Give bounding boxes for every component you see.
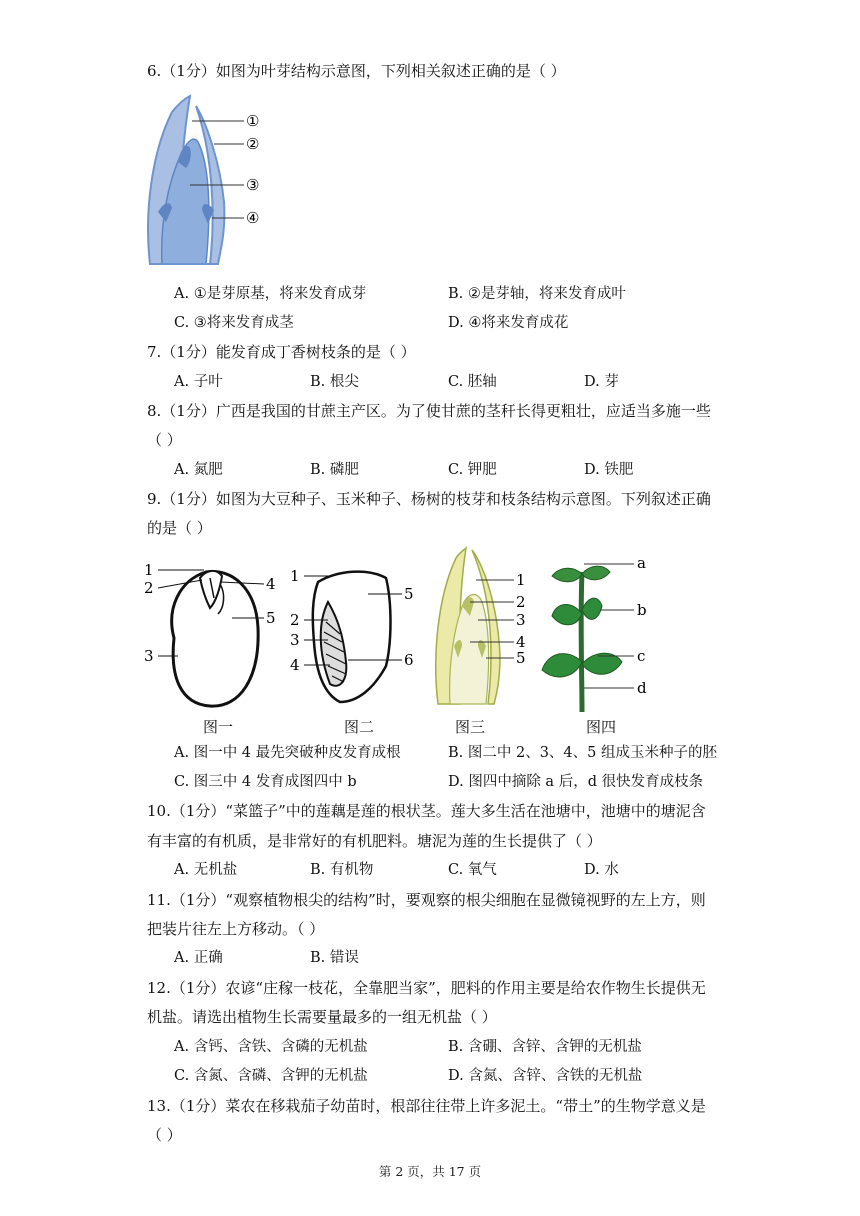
q9-option-a[interactable]: A. 图一中 4 最先突破种皮发育成根 bbox=[174, 745, 401, 761]
q9-fig3-label-4: 4 bbox=[516, 633, 526, 651]
q9-fig4-label-a: a bbox=[637, 554, 646, 572]
q9-fig1-label-4: 4 bbox=[266, 575, 276, 593]
q12-option-d[interactable]: D. 含氮、含锌、含铁的无机盐 bbox=[448, 1068, 643, 1084]
q9-fig2-label-1: 1 bbox=[290, 567, 300, 585]
q8-option-b[interactable]: B. 磷肥 bbox=[310, 462, 359, 478]
q9-option-b[interactable]: B. 图二中 2、3、4、5 组成玉米种子的胚 bbox=[448, 745, 717, 761]
q9-stem-line2: 的是（ ） bbox=[147, 519, 212, 537]
q6-option-d[interactable]: D. ④将来发育成花 bbox=[448, 315, 569, 331]
q6-option-a[interactable]: A. ①是芽原基，将来发育成芽 bbox=[174, 286, 367, 302]
q10-option-d[interactable]: D. 水 bbox=[584, 862, 619, 878]
q11-option-a[interactable]: A. 正确 bbox=[174, 950, 223, 966]
q9-fig3-label-1: 1 bbox=[516, 571, 526, 589]
q11-stem-line1: 11.（1分）“观察植物根尖的结构”时，要观察的根尖细胞在显微镜视野的左上方，则 bbox=[147, 891, 706, 909]
q8-option-d[interactable]: D. 铁肥 bbox=[584, 462, 634, 478]
q9-option-c[interactable]: C. 图三中 4 发育成图四中 b bbox=[174, 774, 357, 790]
q7-stem: 7.（1分）能发育成丁香树枝条的是（ ） bbox=[147, 343, 416, 361]
q12-stem-line1: 12.（1分）农谚“庄稼一枝花，全靠肥当家”，肥料的作用主要是给农作物生长提供无 bbox=[147, 979, 706, 997]
q9-fig4-label-c: c bbox=[637, 647, 646, 665]
q13-stem-line2: （ ） bbox=[147, 1126, 182, 1144]
q8-stem-line1: 8.（1分）广西是我国的甘蔗主产区。为了使甘蔗的茎秆长得更粗壮，应适当多施一些 bbox=[147, 402, 711, 420]
q9-fig2-label-6: 6 bbox=[404, 651, 414, 669]
q10-option-b[interactable]: B. 有机物 bbox=[310, 862, 374, 878]
q9-fig1-label-3: 3 bbox=[144, 647, 154, 665]
q9-option-d[interactable]: D. 图四中摘除 a 后，d 很快发育成枝条 bbox=[448, 774, 704, 790]
q12-stem-line2: 机盐。请选出植物生长需要量最多的一组无机盐（ ） bbox=[147, 1008, 497, 1026]
q10-stem-line2: 有丰富的有机质，是非常好的有机肥料。塘泥为莲的生长提供了（ ） bbox=[147, 832, 602, 850]
q12-option-b[interactable]: B. 含硼、含锌、含钾的无机盐 bbox=[448, 1039, 642, 1055]
q9-fig4-branch bbox=[538, 552, 658, 714]
q9-stem-line1: 9.（1分）如图为大豆种子、玉米种子、杨树的枝芽和枝条结构示意图。下列叙述正确 bbox=[147, 490, 711, 508]
q9-fig3-branch-bud bbox=[428, 546, 538, 711]
q7-option-a[interactable]: A. 子叶 bbox=[174, 374, 223, 390]
q9-fig1-soybean-seed bbox=[140, 558, 285, 713]
q9-caption-fig2: 图二 bbox=[344, 718, 375, 736]
q7-option-d[interactable]: D. 芽 bbox=[584, 374, 619, 390]
q8-option-a[interactable]: A. 氮肥 bbox=[174, 462, 223, 478]
q8-stem-line2: （ ） bbox=[147, 431, 182, 449]
q13-stem-line1: 13.（1分）菜农在移栽茄子幼苗时，根部往往带上许多泥土。“带土”的生物学意义是 bbox=[147, 1097, 706, 1115]
q9-fig2-label-4: 4 bbox=[290, 656, 300, 674]
q9-fig2-label-5: 5 bbox=[404, 585, 414, 603]
q6-stem: 6.（1分）如图为叶芽结构示意图，下列相关叙述正确的是（ ） bbox=[147, 62, 566, 80]
q7-option-c[interactable]: C. 胚轴 bbox=[448, 374, 497, 390]
page-footer: 第 2 页，共 17 页 bbox=[378, 1164, 482, 1179]
q9-fig1-label-1: 1 bbox=[144, 561, 154, 579]
q9-fig3-label-2: 2 bbox=[516, 593, 526, 611]
q12-option-c[interactable]: C. 含氮、含磷、含钾的无机盐 bbox=[174, 1068, 368, 1084]
q9-fig4-label-d: d bbox=[637, 679, 647, 697]
q9-fig2-label-3: 3 bbox=[290, 631, 300, 649]
q9-caption-fig3: 图三 bbox=[455, 718, 486, 736]
q9-fig3-label-3: 3 bbox=[516, 611, 526, 629]
q6-label-2: ② bbox=[246, 135, 260, 153]
q9-fig2-corn-seed bbox=[288, 562, 418, 712]
q6-label-3: ③ bbox=[246, 176, 260, 194]
q6-label-4: ④ bbox=[246, 209, 260, 227]
q9-fig1-label-5: 5 bbox=[266, 609, 276, 627]
q6-leaf-bud-figure bbox=[140, 92, 280, 272]
q12-option-a[interactable]: A. 含钙、含铁、含磷的无机盐 bbox=[174, 1039, 368, 1055]
q10-option-a[interactable]: A. 无机盐 bbox=[174, 862, 238, 878]
q11-stem-line2: 把装片往左上方移动。（ ） bbox=[147, 920, 325, 938]
q6-option-c[interactable]: C. ③将来发育成茎 bbox=[174, 315, 294, 331]
q8-option-c[interactable]: C. 钾肥 bbox=[448, 462, 497, 478]
q10-stem-line1: 10.（1分）“菜篮子”中的莲藕是莲的根状茎。莲大多生活在池塘中，池塘中的塘泥含 bbox=[147, 802, 706, 820]
q9-fig4-label-b: b bbox=[637, 601, 647, 619]
q9-caption-fig4: 图四 bbox=[586, 718, 617, 736]
q9-fig1-label-2: 2 bbox=[144, 579, 154, 597]
q10-option-c[interactable]: C. 氧气 bbox=[448, 862, 497, 878]
q6-option-b[interactable]: B. ②是芽轴，将来发育成叶 bbox=[448, 286, 626, 302]
q9-fig3-label-5: 5 bbox=[516, 649, 526, 667]
q7-option-b[interactable]: B. 根尖 bbox=[310, 374, 359, 390]
q11-option-b[interactable]: B. 错误 bbox=[310, 950, 359, 966]
q9-fig2-label-2: 2 bbox=[290, 611, 300, 629]
q6-label-1: ① bbox=[246, 112, 260, 130]
q9-caption-fig1: 图一 bbox=[203, 718, 234, 736]
